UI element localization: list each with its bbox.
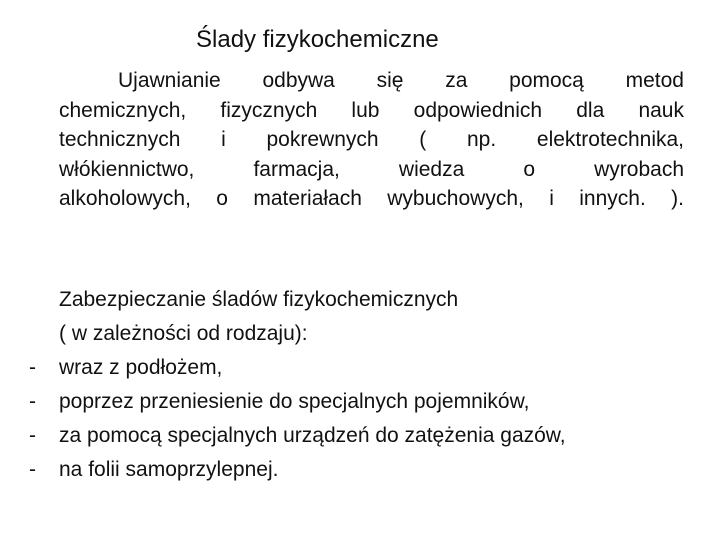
list-item: [0, 419, 720, 453]
list-item: [0, 351, 720, 385]
section-heading: Zabezpieczanie śladów fizykochemicznych: [59, 288, 459, 311]
paragraph-line: Ujawnianie odbywa się za pomocą metod: [118, 69, 684, 92]
bullet-dash: -: [29, 390, 36, 413]
paragraph-line: chemicznych, fizycznych lub odpowiednich dla nauk: [59, 98, 684, 122]
section-heading-line: [0, 283, 720, 317]
section-subheading-line: [0, 317, 720, 351]
list-item-text: wraz z podłożem,: [59, 356, 223, 379]
intro-paragraph: [59, 66, 684, 214]
list-item-text: na folii samoprzylepnej.: [59, 458, 279, 481]
list-item-text: za pomocą specjalnych urządzeń do zatężenia gazów,: [59, 424, 566, 447]
list-item-text: poprzez przeniesienie do specjalnych pojemników,: [59, 390, 530, 413]
bullet-dash: -: [29, 356, 36, 379]
bullet-dash: -: [29, 458, 36, 481]
paragraph-line: włókiennictwo, farmacja, wiedza o wyrobach: [59, 157, 684, 181]
list-item: [0, 385, 720, 419]
bullet-dash: -: [29, 424, 36, 447]
section-subheading: ( w zależności od rodzaju):: [59, 322, 308, 345]
paragraph-line: technicznych i pokrewnych ( np. elektrotechnika,: [59, 128, 684, 151]
slide-title: Ślady fizykochemiczne: [196, 26, 439, 53]
paragraph-line: alkoholowych, o materiałach wybuchowych, i innych. ).: [59, 187, 684, 210]
list-item: [0, 453, 720, 487]
preservation-section: [0, 283, 720, 487]
